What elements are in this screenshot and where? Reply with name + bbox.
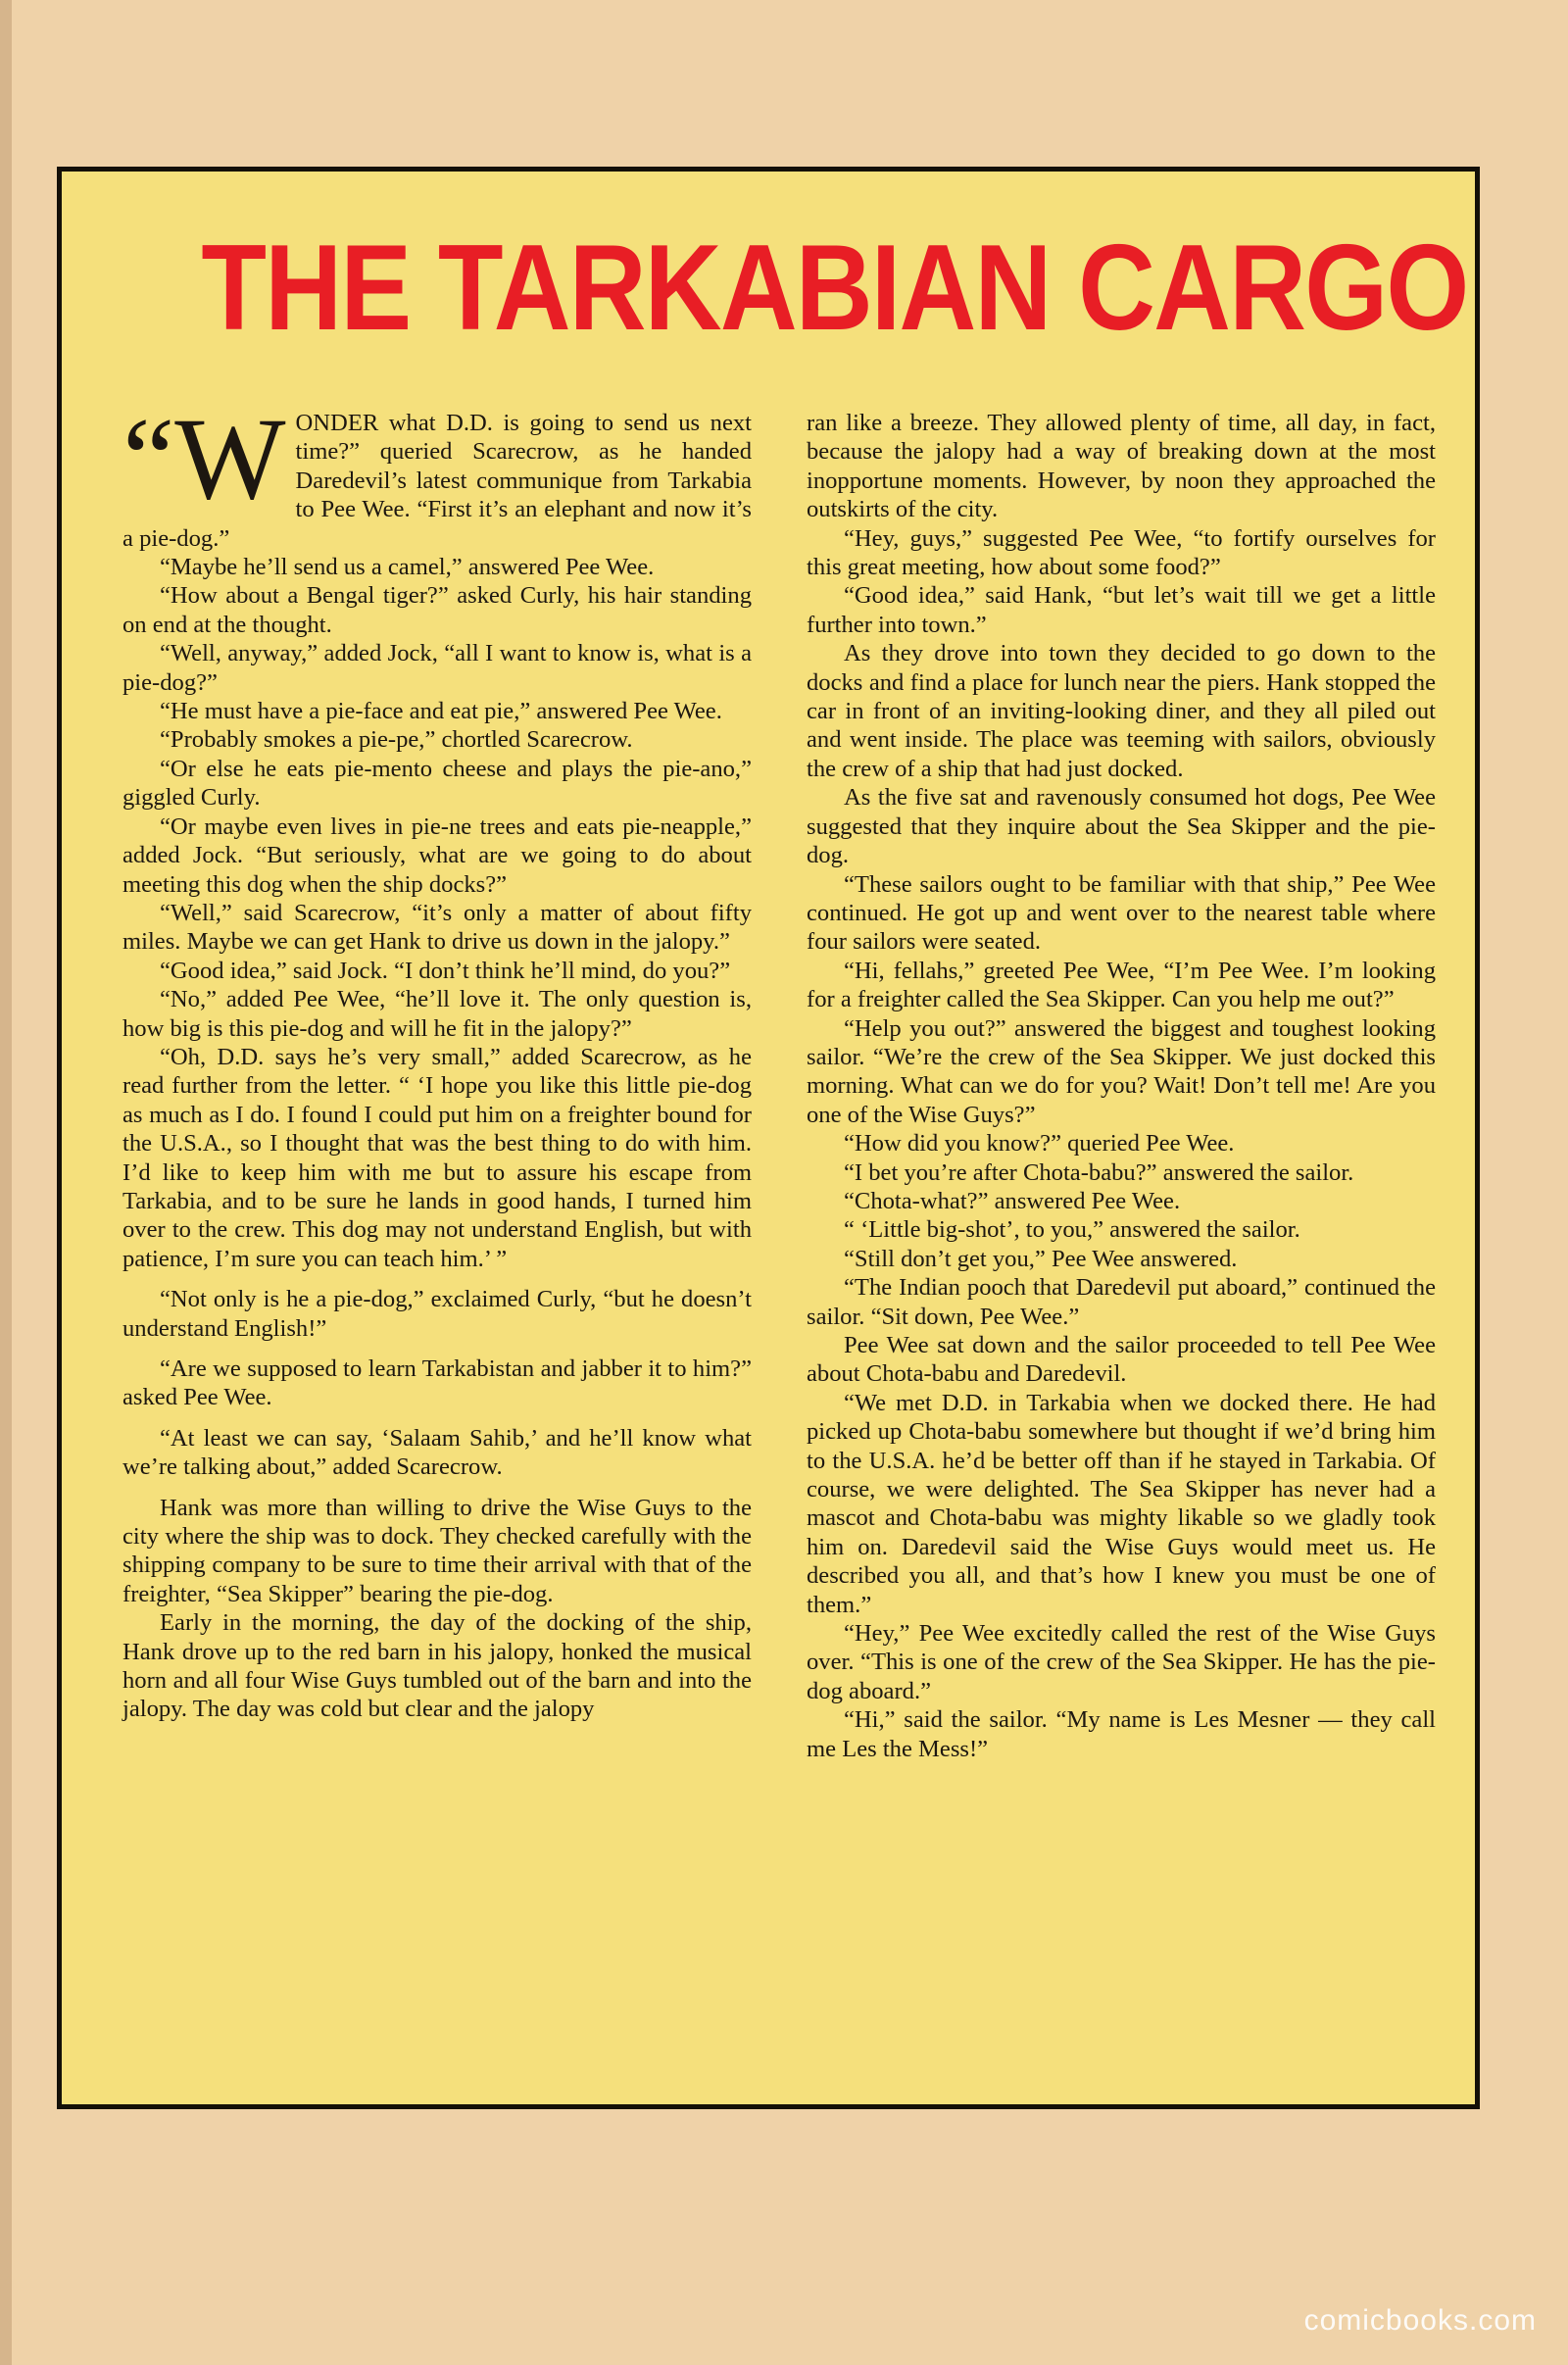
paragraph: Pee Wee sat down and the sailor proceeded to tell Pee Wee about Chota-babu and Daredevil. bbox=[807, 1332, 1436, 1388]
paragraph: “Good idea,” said Jock. “I don’t think he’ll mind, do you?” bbox=[160, 957, 731, 984]
drop-cap: “W bbox=[122, 393, 286, 523]
paragraph: “At least we can say, ‘Salaam Sahib,’ and he’ll know what we’re talking about,” added Scarecrow. bbox=[122, 1424, 752, 1481]
watermark: comicbooks.com bbox=[1303, 2304, 1537, 2337]
paragraph: “Well, anyway,” added Jock, “all I want to know is, what is a pie-dog?” bbox=[122, 640, 752, 696]
story-box bbox=[57, 167, 1480, 2109]
paragraph: “Not only is he a pie-dog,” exclaimed Curly, “but he doesn’t understand English!” bbox=[122, 1286, 752, 1342]
page-edge bbox=[0, 0, 12, 2365]
paragraph: “Help you out?” answered the biggest and toughest looking sailor. “We’re the crew of the Sea Skipper. We just docked this morning. What can we do for you? Wait! Don’t tell me! Are you one of the Wise Guys?” bbox=[807, 1014, 1436, 1128]
paragraph: “Maybe he’ll send us a camel,” answered Pee Wee. bbox=[160, 554, 655, 581]
paragraph: As the five sat and ravenously consumed hot dogs, Pee Wee suggested that they inquire about the Sea Skipper and the pie-dog. bbox=[807, 784, 1436, 869]
lead-paragraph bbox=[122, 393, 752, 553]
story-title: THE TARKABIAN CARGO bbox=[201, 221, 1468, 356]
paragraph: “Or maybe even lives in pie-ne trees and eats pie-neapple,” added Jock. “But seriously, what are we going to do about meeting this dog when the ship docks?” bbox=[122, 813, 752, 898]
paragraph: Hank was more than willing to drive the Wise Guys to the city where the ship was to dock. They checked carefully with the shipping company to be sure to time their arrival with that of the freighter, “Sea Skipper” bearing the pie-dog. bbox=[122, 1494, 752, 1607]
paragraph: “Good idea,” said Hank, “but let’s wait till we get a little further into town.” bbox=[807, 582, 1436, 638]
left-column bbox=[122, 393, 752, 1763]
paragraph: “Hi,” said the sailor. “My name is Les Mesner — they call me Les the Mess!” bbox=[807, 1706, 1436, 1762]
paragraph: “Chota-what?” answered Pee Wee. bbox=[844, 1187, 1181, 1214]
paragraph: “I bet you’re after Chota-babu?” answered the sailor. bbox=[844, 1158, 1354, 1186]
paragraph: As they drove into town they decided to go down to the docks and find a place for lunch near the piers. Hank stopped the car in front of an inviting-looking diner, and they all piled out and went inside. The place was teeming with sailors, obviously the crew of a ship that had just docked. bbox=[807, 640, 1436, 782]
paragraph: “Hi, fellahs,” greeted Pee Wee, “I’m Pee Wee. I’m looking for a freighter called the Sea Skipper. Can you help me out?” bbox=[807, 957, 1436, 1013]
paragraph: “ ‘Little big-shot’, to you,” answered the sailor. bbox=[844, 1216, 1300, 1244]
paragraph: “The Indian pooch that Daredevil put aboard,” continued the sailor. “Sit down, Pee Wee.” bbox=[807, 1274, 1436, 1330]
paragraph: “We met D.D. in Tarkabia when we docked there. He had picked up Chota-babu somewhere but thought if we’d bring him to the U.S.A. he’d be better off than if he stayed in Tarkabia. Of course, we were delighted. The Sea Skipper has never had a mascot and Chota-babu was mighty likable so we gladly took him on. Daredevil said the Wise Guys would meet us. He described you all, and that’s how I knew you must be one of them.” bbox=[807, 1389, 1436, 1618]
paragraph: Early in the morning, the day of the docking of the ship, Hank drove up to the red barn in his jalopy, honked the musical horn and all four Wise Guys tumbled out of the barn and into the jalopy. The day was cold but clear and the jalopy bbox=[122, 1609, 752, 1723]
paragraph: “Hey, guys,” suggested Pee Wee, “to fortify ourselves for this great meeting, how about some food?” bbox=[807, 524, 1436, 581]
paragraph: “How did you know?” queried Pee Wee. bbox=[844, 1130, 1235, 1158]
story-columns bbox=[122, 393, 1436, 1763]
paragraph: “Are we supposed to learn Tarkabistan and jabber it to him?” asked Pee Wee. bbox=[122, 1355, 752, 1411]
paragraph: “No,” added Pee Wee, “he’ll love it. The only question is, how big is this pie-dog and will he fit in the jalopy?” bbox=[122, 986, 752, 1042]
paragraph: “Hey,” Pee Wee excitedly called the rest of the Wise Guys over. “This is one of the crew of the Sea Skipper. He has the pie-dog aboard.” bbox=[807, 1620, 1436, 1704]
paragraph: “Well,” said Scarecrow, “it’s only a matter of about fifty miles. Maybe we can get Hank to drive us down in the jalopy.” bbox=[122, 899, 752, 956]
right-column bbox=[807, 409, 1436, 1763]
paragraph: “Or else he eats pie-mento cheese and plays the pie-ano,” giggled Curly. bbox=[122, 755, 752, 812]
paragraph: “Oh, D.D. says he’s very small,” added Scarecrow, as he read further from the letter. “ ‘I hope you like this little pie-dog as much as I do. I found I could put him on a freighter bound for the U.S.A., so I thought that was the best thing to do with him. I’d like to keep him with me but to assure his escape from Tarkabia, and to be sure he lands in good hands, I turned him over to the crew. This dog may not understand English, but with patience, I’m sure you can teach him.’ ” bbox=[122, 1043, 752, 1272]
paragraph: “Probably smokes a pie-pe,” chortled Scarecrow. bbox=[160, 726, 633, 754]
paragraph: “These sailors ought to be familiar with that ship,” Pee Wee continued. He got up and went over to the nearest table where four sailors were seated. bbox=[807, 870, 1436, 956]
paragraph: “He must have a pie-face and eat pie,” answered Pee Wee. bbox=[160, 698, 722, 725]
paragraph: “How about a Bengal tiger?” asked Curly, his hair standing on end at the thought. bbox=[122, 582, 752, 638]
paragraph: “Still don’t get you,” Pee Wee answered. bbox=[844, 1245, 1238, 1272]
lead-text: ONDER what D.D. is going to send us next time?” queried Scarecrow, as he handed Daredevil’s latest communique from Tarkabia to Pee Wee. “First it’s an elephant and now it’s a pie-dog.” bbox=[122, 410, 752, 552]
paragraph: ran like a breeze. They allowed plenty of time, all day, in fact, because the jalopy had a way of breaking down at the most inopportune moments. However, by noon they approached the outskirts of the city. bbox=[807, 410, 1436, 523]
